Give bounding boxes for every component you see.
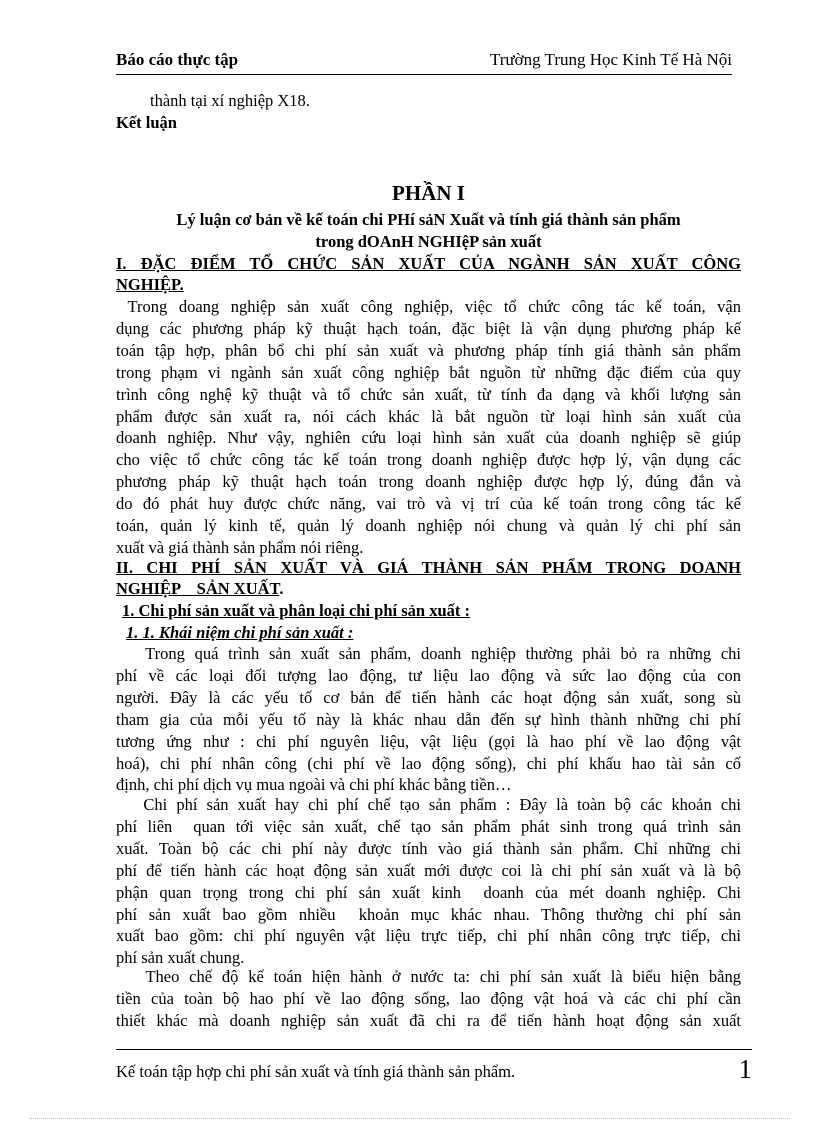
subsection-1-1-heading: 1. 1. Khái niệm chi phí sản xuất : bbox=[126, 623, 354, 642]
paragraph-line: trong phạm vi ngành sản xuất công nghiệp bắt nguồn từ những đặc điểm của quy bbox=[116, 362, 741, 382]
section1-heading-2: NGHIỆP. bbox=[116, 275, 184, 294]
paragraph-line: phí về các loại đối tượng lao động, tư liệu lao động và sức lao động của con bbox=[116, 665, 741, 685]
paragraph-line: xuất. Toàn bộ các chi phí này được tính vào giá thành sản phẩm. Chỉ những chi bbox=[116, 838, 741, 858]
section2-heading-2 bbox=[116, 578, 741, 599]
page-edge-divider bbox=[30, 1118, 790, 1119]
paragraph-line: xuất và giá thành sản phẩm nói riêng. bbox=[116, 537, 368, 557]
paragraph-line: toán, quản lý kinh tế, quản lý doanh nghiệp nói chung và quản lý chi phí sản bbox=[116, 516, 741, 535]
paragraph-line: hoá), chi phí nhân công (chi phí về lao động sống), chi phí khấu hao tài sản cố bbox=[116, 753, 741, 773]
paragraph-line: tiền của toàn bộ hao phí về lao động sống, lao động vật hoá và các chi phí cần bbox=[116, 988, 741, 1008]
paragraph-line: Theo chế độ kế toán hiện hành ở nước ta: chi phí sản xuất là biểu hiện bằng bbox=[116, 967, 741, 986]
paragraph-line: phận quan trọng trong chi phí sản xuất kinh doanh của mét doanh nghiệp. Chi bbox=[116, 882, 741, 902]
part-subtitle-2: trong dOAnH NGHIệP sản xuất bbox=[315, 232, 542, 251]
paragraph-line: dụng các phương pháp kỹ thuật hạch toán, đặc biệt là vận dụng phương pháp kế bbox=[116, 318, 741, 338]
footer-text: Kế toán tập hợp chi phí sản xuất và tính giá thành sản phẩm. bbox=[116, 1062, 516, 1081]
paragraph-line: doanh nghiệp. Như vậy, nghiên cứu loại hình sản xuất của doanh nghiệp sẽ giúp bbox=[116, 428, 741, 448]
section1-heading-1: I. ĐẶC ĐIỂM TỔ CHỨC SẢN XUẤT CỦA NGÀNH SẢN XUẤT CÔNG bbox=[116, 254, 741, 273]
paragraph-line: Trong quá trình sản xuất sản phẩm, doanh nghiệp thường phải bỏ ra những chi bbox=[116, 644, 741, 663]
paragraph-line: phí để tiến hành các hoạt động sản xuất mới được coi là chi phí sản xuất và là bộ bbox=[116, 860, 741, 880]
paragraph-line: Chi phí sản xuất hay chi phí chế tạo sản phẩm : Đây là toàn bộ các khoản chi bbox=[116, 795, 741, 814]
paragraph-line: Trong doang nghiệp sản xuất công nghiệp, việc tổ chức công tác kế toán, vận bbox=[116, 297, 742, 316]
section2-heading-2-text: NGHIỆP SẢN XUẤT bbox=[116, 579, 280, 598]
header-school-name: Trường Trung Học Kinh Tế Hà Nội bbox=[489, 50, 732, 69]
intro-line: thành tại xí nghiệp X18. bbox=[150, 91, 310, 110]
paragraph-line: phí liên quan tới việc sản xuất, chế tạo sản phẩm phát sinh trong quá trình sản bbox=[116, 816, 741, 836]
paragraph-line: xuất bao gồm: chi phí nguyên vật liệu trực tiếp, chi phí nhân công trực tiếp, chi bbox=[116, 926, 741, 946]
section2-heading-1: II. CHI PHÍ SẢN XUẤT VÀ GIÁ THÀNH SẢN PHẨM TRONG DOANH bbox=[116, 558, 741, 577]
subsection-1-heading: 1. Chi phí sản xuất và phân loại chi phí sản xuất : bbox=[122, 601, 470, 620]
paragraph-line: toán tập hợp, phân bổ chi phí sản xuất và phương pháp tính giá thành sản phẩm bbox=[116, 340, 741, 360]
paragraph-line: phí sản xuất bao gồm nhiều khoản mục khác nhau. Thông thường chi phí sản bbox=[116, 904, 741, 924]
paragraph-line: do đó phát huy được chức năng, vai trò và vị trí của kế toán trong công tác kế bbox=[116, 494, 741, 514]
paragraph-line: tương ứng như : chi phí nguyên liệu, vật liệu (gọi là hao phí về lao động vật bbox=[116, 731, 741, 751]
paragraph-line: tham gia của mỗi yếu tố này là khác nhau dẫn đến sự hình thành những chi phí bbox=[116, 709, 741, 729]
header-report-title: Báo cáo thực tập bbox=[116, 50, 239, 69]
page-number: 1 bbox=[738, 1054, 752, 1084]
page-footer bbox=[116, 1049, 752, 1084]
paragraph-line: thiết khác mà doanh nghiệp sản xuất đã chi ra để tiến hành hoạt động sản xuất bbox=[116, 1010, 741, 1030]
part-title: PHẦN I bbox=[392, 181, 465, 205]
conclusion-label: Kết luận bbox=[116, 113, 177, 132]
paragraph-line: phí sản xuất chung. bbox=[116, 948, 245, 968]
paragraph-line: người. Đây là các yếu tố cơ bản để tiến hành các hoạt động sản xuất, song sù bbox=[116, 687, 741, 707]
paragraph-line: phẩm được sản xuất ra, nói cách khác là bắt nguồn từ loại hình sản xuất của bbox=[116, 406, 741, 426]
paragraph-line: cho việc tổ chức công tác kế toán trong doanh nghiệp được hợp lý, vận dụng các bbox=[116, 450, 741, 470]
paragraph-line: trình công nghệ kỹ thuật và tổ chức sản xuất, từ tính đa dạng và khối lượng sản bbox=[116, 384, 741, 404]
paragraph-line: phương pháp kỹ thuật hạch toán trong doanh nghiệp được hợp lý, đúng đắn và bbox=[116, 472, 741, 492]
paragraph-line: định, chi phí dịch vụ mua ngoài và chi phí khác bằng tiền… bbox=[116, 775, 512, 795]
section2-heading-dot: . bbox=[279, 579, 284, 598]
part-subtitle-1: Lý luận cơ bản về kế toán chi PHí sảN Xuất và tính giá thành sản phẩm bbox=[176, 210, 681, 229]
page-header bbox=[116, 48, 732, 75]
